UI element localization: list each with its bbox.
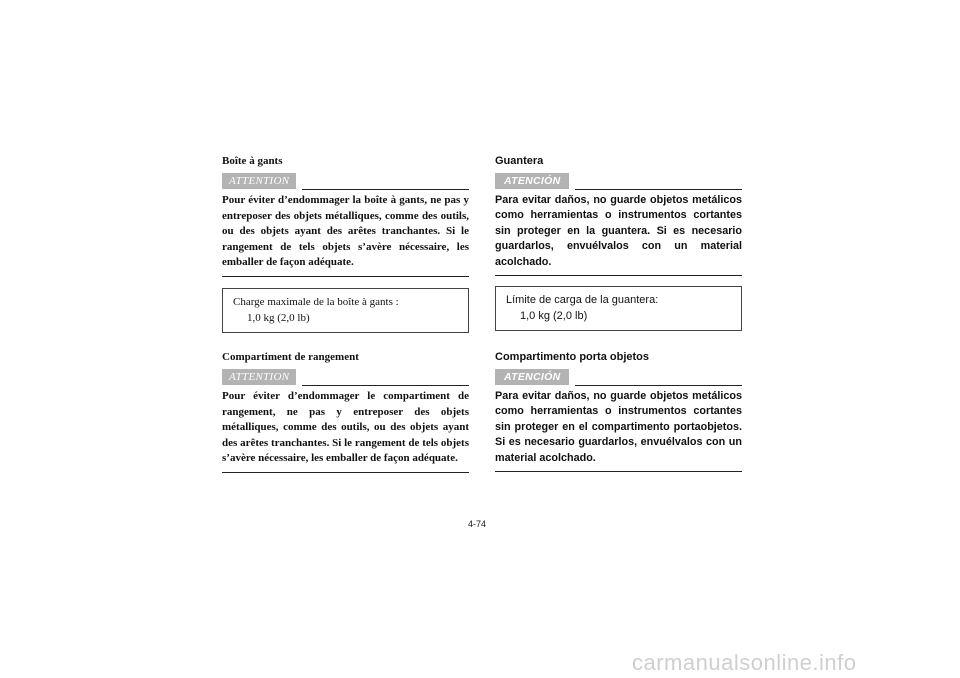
caution-text: Para evitar daños, no guarde objetos metálicos como herramientas o instrumentos cortantes sin proteger en el compartimento portaobjetos. Si es necesario guardarlos, envuélvalos con un material acolchado. [495,389,742,472]
storage-section-es [495,350,742,472]
caution-rule [575,385,742,386]
caution-rule [302,385,469,386]
caution-label: ATTENTION [222,173,296,189]
page-number: 4-74 [468,519,487,529]
caution-text: Pour éviter d’endommager le compartiment de rangement, ne pas y entreposer des objets métalliques, comme des outils, ou des objets ayant des arêtes tranchantes. Si le rangement de tels objets s’avère nécessaire, les emballer de façon adéquate. [222,389,469,473]
storage-section-fr [222,350,469,473]
section-heading: Compartimento porta objetos [495,351,650,363]
spec-value: 1,0 kg (2,0 lb) [520,310,588,323]
glovebox-section-es [495,154,742,331]
spec-label: Límite de carga de la guantera: [506,294,659,307]
caution-label: ATENCIÓN [495,369,569,385]
caution-header [222,369,469,387]
caution-rule [302,189,469,190]
section-heading: Guantera [495,155,544,167]
caution-text: Para evitar daños, no guarde objetos metálicos como herramientas o instrumentos cortantes sin proteger en la guantera. Si es necesario guardarlos, envuélvalos con un material acolchado. [495,193,742,276]
section-heading: Compartiment de rangement [222,351,359,363]
caution-label: ATTENTION [222,369,296,385]
caution-text: Pour éviter d’endommager la boîte à gants, ne pas y entreposer des objets métalliques, comme des outils, ou des objets ayant des arêtes tranchantes. Si le rangement de tels objets s’avère nécessaire, les emballer de façon adéquate. [222,193,469,277]
section-heading: Boîte à gants [222,155,283,167]
spec-label: Charge maximale de la boîte à gants : [233,295,399,308]
glovebox-section-fr [222,154,469,333]
caution-header [222,173,469,191]
watermark: carmanualsonline.info [632,650,857,675]
caution-rule [575,189,742,190]
caution-header [495,369,742,387]
spec-box [222,288,469,333]
caution-label: ATENCIÓN [495,173,569,189]
spec-value: 1,0 kg (2,0 lb) [247,311,310,324]
spec-box [495,286,742,331]
caution-header [495,173,742,191]
